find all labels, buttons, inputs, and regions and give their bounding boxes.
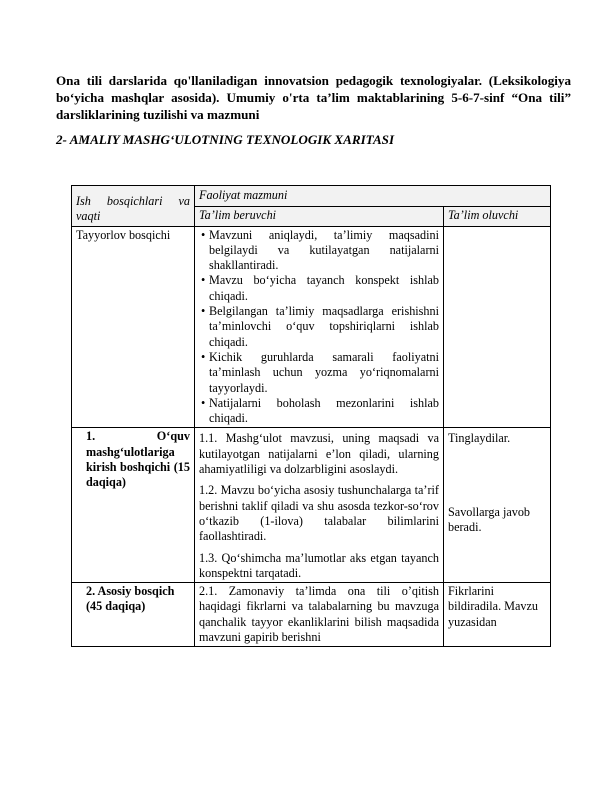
- stage-cell: Tayyorlov bosqichi: [72, 226, 195, 428]
- technology-map-table: [71, 185, 551, 647]
- teacher-cell: [195, 428, 444, 583]
- paragraph: 2.1. Zamonaviy ta’limda ona tili o’qitish haqidagi fikrlarni va talabalarning bu mavzuga qanchalik tayyor ekanliklarini bilish maqsadida mavzuni gapirib berishni: [199, 584, 439, 645]
- list-item: • Belgilangan ta’limiy maqsadlarga erishishni ta’minlovchi o‘quv topshiriqlarni ishlab chiqadi.: [199, 304, 439, 350]
- teacher-cell: [195, 583, 444, 647]
- document-title: Ona tili darslarida qo'llaniladigan innovatsion pedagogik texnologiyalar. (Leksikologiya bo‘yicha mashqlar asosida). Umumiy o'rta ta’lim maktablarining 5-6-7-sinf “Ona tili” darsliklarining tuzilishi va mazmuni: [56, 73, 571, 122]
- list-item: • Natijalarni boholash mezonlarini ishlab chiqadi.: [199, 396, 439, 427]
- student-cell: [444, 428, 551, 583]
- header-stages: Ish bosqichlari va vaqti: [72, 186, 195, 227]
- table-row: [72, 583, 551, 647]
- paragraph: 1.3. Qo‘shimcha ma’lumotlar aks etgan tayanch konspektni tarqatadi.: [199, 550, 439, 580]
- paragraph: Tinglaydilar.: [448, 431, 511, 446]
- document-subtitle: 2- AMALIY MASHG‘ULOTNING TEXNOLOGIK XARITASI: [56, 132, 395, 147]
- table-row: [72, 226, 551, 428]
- teacher-cell: [195, 226, 444, 428]
- stage-cell: 2. Asosiy bosqich (45 daqiqa): [72, 583, 195, 647]
- header-content: Faoliyat mazmuni: [195, 186, 551, 207]
- header-teacher: Ta’lim beruvchi: [195, 206, 444, 226]
- list-item: • Kichik guruhlarda samarali faoliyatni ta’minlash uchun yozma yo‘riqnomalarni tayyorlaydi.: [199, 350, 439, 396]
- list-item: • Mavzu bo‘yicha tayanch konspekt ishlab chiqadi.: [199, 273, 439, 304]
- list-item: • Mavzuni aniqlaydi, ta’limiy maqsadini belgilaydi va kutilayatgan natijalarni shakllantiradi.: [199, 228, 439, 274]
- table-row: [72, 428, 551, 583]
- paragraph: 1.2. Mavzu bo‘yicha asosiy tushunchalarga ta’rif berishni taklif qiladi va shu asosda tezkor-so‘rov o‘tkazib (1-ilova) talabalar bilimlarini faollashtiradi.: [199, 483, 439, 544]
- stage-cell: 1. O‘quv mashg‘ulotlariga kirish boshqichi (15 daqiqa): [72, 428, 195, 583]
- header-student: Ta’lim oluvchi: [444, 206, 551, 226]
- student-cell: Fikrlarini bildiradila. Mavzu yuzasidan: [444, 583, 551, 647]
- student-cell: [444, 226, 551, 428]
- paragraph: 1.1. Mashg‘ulot mavzusi, uning maqsadi va kutilayotgan natijalarni e’lon qiladi, ularning ahamiyatliligi va dolzarbligini asoslaydi.: [199, 431, 439, 477]
- paragraph: Savollarga javob beradi.: [448, 504, 531, 535]
